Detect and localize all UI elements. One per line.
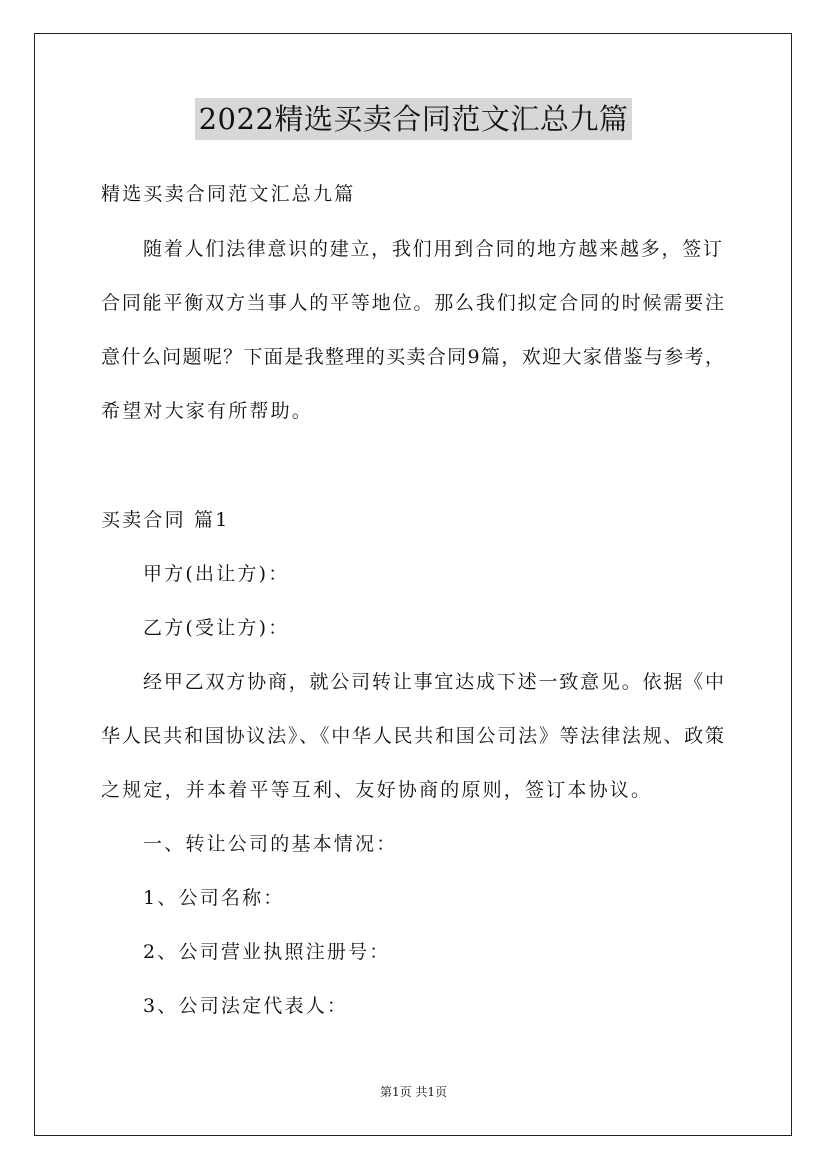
document-title: 2022精选买卖合同范文汇总九篇 <box>195 98 633 140</box>
party-b: 乙方(受让方)： <box>143 617 290 639</box>
intro-line-4: 希望对大家有所帮助。 <box>101 400 314 422</box>
document-heading: 精选买卖合同范文汇总九篇 <box>101 183 356 205</box>
title-container <box>0 98 827 140</box>
page-footer: 第1页 共1页 <box>379 1085 448 1099</box>
clause-heading: 一、转让公司的基本情况： <box>143 833 398 855</box>
section-title: 买卖合同 篇1 <box>101 509 230 531</box>
party-a: 甲方(出让方)： <box>143 563 290 585</box>
intro-line-2: 合同能平衡双方当事人的平等地位。那么我们拟定合同的时候需要注 <box>101 292 725 314</box>
item-3: 3、公司法定代表人： <box>143 995 349 1017</box>
agreement-line-3: 之规定，并本着平等互利、友好协商的原则，签订本协议。 <box>101 779 653 801</box>
agreement-line-1: 经甲乙双方协商，就公司转让事宜达成下述一致意见。依据《中 <box>143 671 725 693</box>
intro-line-3: 意什么问题呢？下面是我整理的买卖合同9篇，欢迎大家借鉴与参考， <box>101 346 725 368</box>
intro-line-1: 随着人们法律意识的建立，我们用到合同的地方越来越多，签订 <box>143 238 723 260</box>
item-1: 1、公司名称： <box>143 887 285 909</box>
agreement-line-2: 华人民共和国协议法》、《中华人民共和国公司法》等法律法规、政策 <box>101 725 725 747</box>
item-2: 2、公司营业执照注册号： <box>143 941 391 963</box>
